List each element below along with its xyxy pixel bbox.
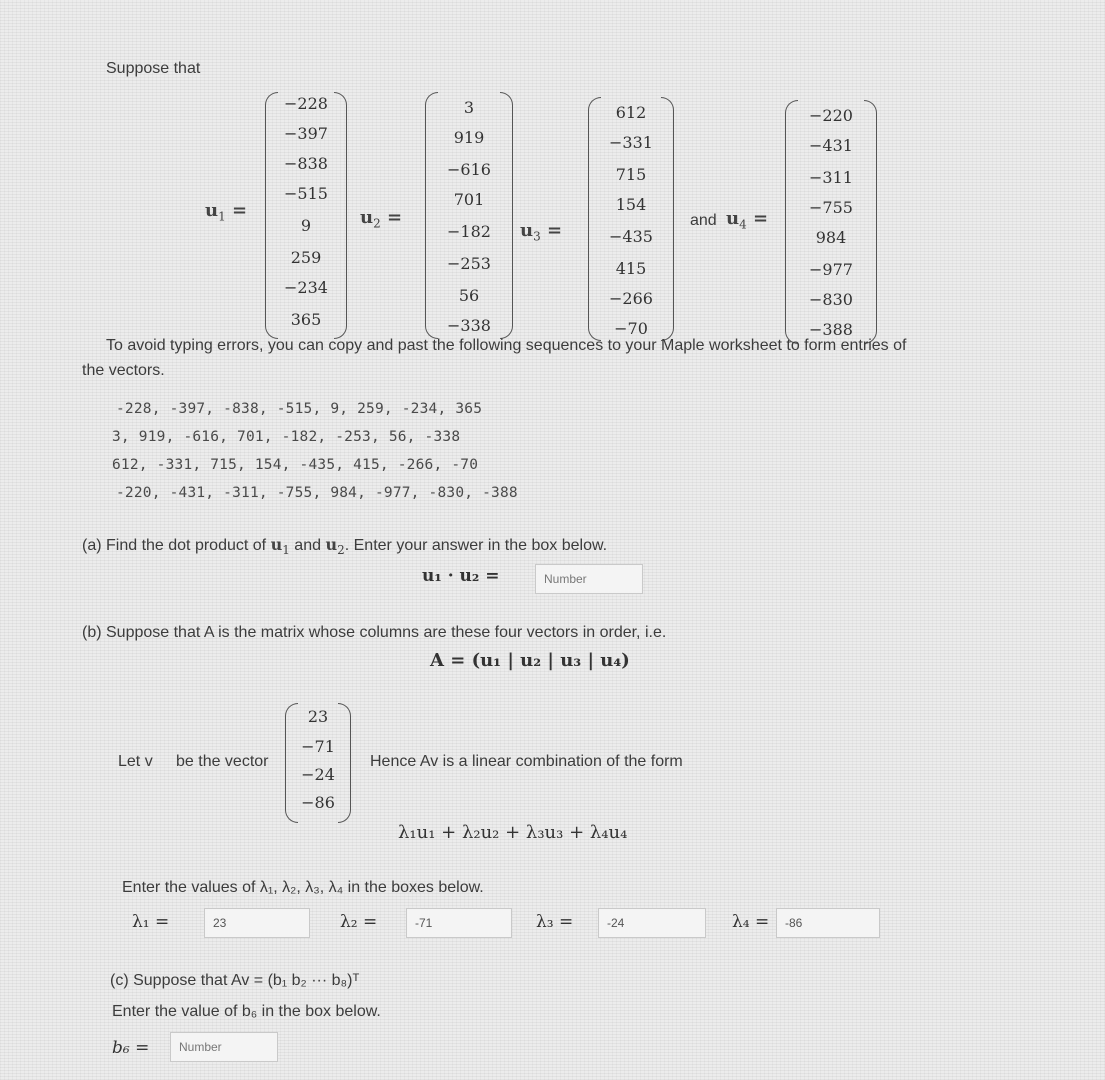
matrix-entry: −24 xyxy=(301,765,335,784)
matrix-entry: −838 xyxy=(284,154,328,173)
matrix-entry: −977 xyxy=(809,260,853,279)
matrix-entry: −228 xyxy=(284,94,328,113)
lambda4-input[interactable]: -86 xyxy=(776,908,880,938)
matrix-entry: −234 xyxy=(284,278,328,297)
matrix-entry: 715 xyxy=(615,165,647,184)
matrix-entry: −71 xyxy=(301,737,335,756)
sequence-u2[interactable]: 3, 919, -616, 701, -182, -253, 56, -338 xyxy=(112,429,461,445)
matrix-entry: −616 xyxy=(447,160,491,179)
matrix-entry: −397 xyxy=(284,124,328,143)
matrix-entry: −311 xyxy=(809,168,853,187)
matrix-entry: 612 xyxy=(615,103,647,122)
matrix-entry: −515 xyxy=(284,184,328,203)
matrix-entry: −331 xyxy=(609,133,653,152)
copy-note-line2: the vectors. xyxy=(82,362,165,379)
linear-combination: λ₁u₁ + λ₂u₂ + λ₃u₃ + λ₄u₄ xyxy=(398,822,628,843)
lambda2-input[interactable]: -71 xyxy=(406,908,512,938)
matrix-entry: −86 xyxy=(301,793,335,812)
matrix-entry: −435 xyxy=(609,227,653,246)
lambda4-label: λ₄ = xyxy=(732,912,770,932)
intro-text: Suppose that xyxy=(106,60,201,77)
vector-u1-matrix xyxy=(265,92,347,337)
matrix-entry: 365 xyxy=(290,310,322,329)
matrix-entry: 415 xyxy=(615,259,647,278)
sequence-u3[interactable]: 612, -331, 715, 154, -435, 415, -266, -70 xyxy=(112,457,479,473)
matrix-entry: −253 xyxy=(447,254,491,273)
lambda3-input[interactable]: -24 xyxy=(598,908,706,938)
vector-u4-matrix xyxy=(785,100,877,342)
dot-product-expr: u₁ · u₂ = xyxy=(422,566,500,586)
matrix-entry: 56 xyxy=(458,286,480,305)
matrix-entry: −755 xyxy=(809,198,853,217)
matrix-entry: −266 xyxy=(609,289,653,308)
vector-u4-label: $u_4$ = xyxy=(726,208,769,232)
dot-product-input[interactable]: Number xyxy=(535,564,643,594)
enter-lambdas-text: Enter the values of λ₁, λ₂, λ₃, λ₄ in the boxes below. xyxy=(122,879,484,896)
part-b-question: (b) Suppose that A is the matrix whose columns are these four vectors in order, i.e. xyxy=(82,624,667,641)
matrix-entry: 3 xyxy=(463,98,475,117)
matrix-entry: −431 xyxy=(809,136,853,155)
be-vector-text: be the vector xyxy=(176,753,269,770)
matrix-entry: −182 xyxy=(447,222,491,241)
vector-u3-matrix xyxy=(588,97,674,339)
hence-av-text: Hence Av is a linear combination of the form xyxy=(370,753,683,770)
matrix-entry: 259 xyxy=(290,248,322,267)
matrix-entry: −388 xyxy=(809,320,853,339)
let-v-text: Let v xyxy=(118,753,153,770)
vector-u1-label: $u_1$ = xyxy=(205,200,248,224)
sequence-u1[interactable]: -228, -397, -838, -515, 9, 259, -234, 365 xyxy=(116,401,483,417)
b6-label: b₆ = xyxy=(112,1038,150,1058)
part-a-question: (a) Find the dot product of $u_1$ and $u_2$. Enter your answer in the box below. xyxy=(82,535,608,558)
vector-u2-matrix xyxy=(425,92,513,337)
copy-note-line1: To avoid typing errors, you can copy and past the following sequences to your Maple worksheet to form entries of xyxy=(106,337,907,354)
matrix-entry: 984 xyxy=(815,228,847,247)
part-c-question: (c) Suppose that Av = (b₁ b₂ ··· b₈)ᵀ xyxy=(110,972,360,989)
vector-u2-label: $u_2$ = xyxy=(360,207,403,231)
lambda3-label: λ₃ = xyxy=(536,912,574,932)
matrix-entry: 919 xyxy=(453,128,485,147)
part-c-instruction: Enter the value of b₆ in the box below. xyxy=(112,1003,381,1020)
matrix-a-definition: A = (u₁ | u₂ | u₃ | u₄) xyxy=(430,650,630,671)
vector-u3-label: $u_3$ = xyxy=(520,220,563,244)
matrix-entry: 154 xyxy=(615,195,647,214)
matrix-entry: −70 xyxy=(614,319,648,338)
b6-input[interactable]: Number xyxy=(170,1032,278,1062)
lambda1-input[interactable]: 23 xyxy=(204,908,310,938)
matrix-entry: 9 xyxy=(300,216,312,235)
lambda1-label: λ₁ = xyxy=(132,912,170,932)
matrix-entry: 23 xyxy=(307,707,329,726)
matrix-entry: −220 xyxy=(809,106,853,125)
matrix-entry: −830 xyxy=(809,290,853,309)
lambda2-label: λ₂ = xyxy=(340,912,378,932)
matrix-entry: 701 xyxy=(453,190,485,209)
matrix-entry: −338 xyxy=(447,316,491,335)
sequence-u4[interactable]: -220, -431, -311, -755, 984, -977, -830, -388 xyxy=(116,485,518,501)
vector-v-matrix xyxy=(285,703,351,821)
and-text: and xyxy=(690,212,717,229)
